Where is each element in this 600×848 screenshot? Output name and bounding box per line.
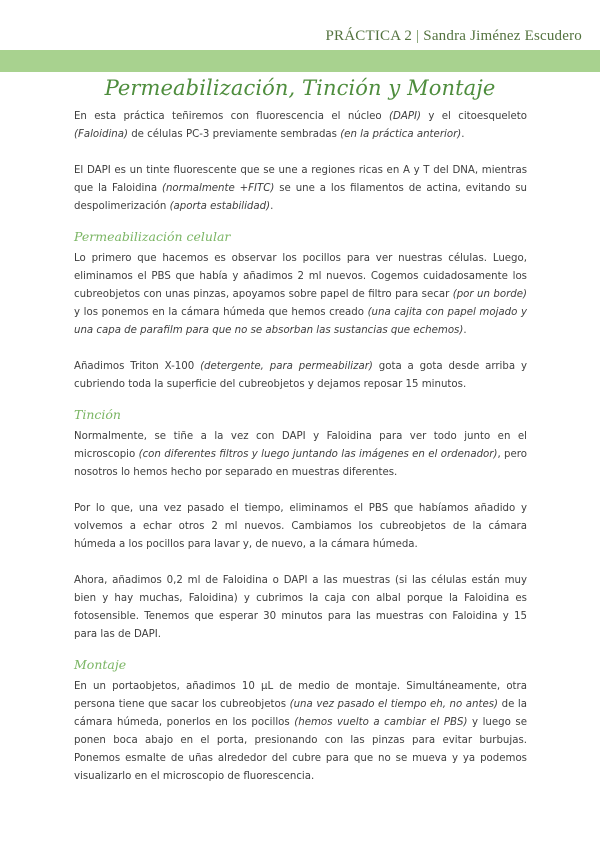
header-separator: | (416, 28, 420, 44)
document-body (74, 108, 527, 786)
tincion-paragraph-2: Por lo que, una vez pasado el tiempo, eliminamos el PBS que habíamos añadido y volvemos a echar otros 2 ml nuevos. Cambiamos los cubreobjetos de la cámara húmeda a los pocillos para lavar y, de nuevo, a la cámara húmeda. (74, 503, 527, 550)
header-band (0, 50, 600, 72)
section-heading-tincion: Tinción (74, 407, 121, 422)
page-header (0, 28, 600, 72)
intro-paragraph-2: El DAPI es un tinte fluorescente que se une a regiones ricas en A y T del DNA, mientras que la Faloidina (normalmente +FITC) se une a los filamentos de actina, evitando su despolimerización (aporta estabilidad). (74, 165, 527, 212)
intro-paragraph-1: En esta práctica teñiremos con fluorescencia el núcleo (DAPI) y el citoesqueleto (Faloidina) de células PC-3 previamente sembradas (en la práctica anterior). (74, 111, 527, 140)
section-heading-permeabilizacion: Permeabilización celular (74, 229, 231, 244)
montaje-paragraph-1: En un portaobjetos, añadimos 10 μL de medio de montaje. Simultáneamente, otra persona tiene que sacar los cubreobjetos (una vez pasado el tiempo eh, no antes) de la cámara húmeda, ponerlos en los pocillos (hemos vuelto a cambiar el PBS) y luego se ponen boca abajo en el porta, presionando con las pinzas para evitar burbujas. Ponemos esmalte de uñas alrededor del cubre para que no se mueva y ya podemos visualizarlo en el microscopio de fluorescencia. (74, 681, 527, 782)
permeabilizacion-paragraph-1: Lo primero que hacemos es observar los pocillos para ver nuestras células. Luego, eliminamos el PBS que había y añadimos 2 ml nuevos. Cogemos cuidadosamente los cubreobjetos con unas pinzas, apoyamos sobre papel de filtro para secar (por un borde) y los ponemos en la cámara húmeda que hemos creado (una cajita con papel mojado y una capa de parafilm para que no se absorban las sustancias que echemos). (74, 253, 527, 336)
header-text (325, 28, 582, 45)
page-title: Permeabilización, Tinción y Montaje (104, 76, 496, 100)
header-author: Sandra Jiménez Escudero (423, 28, 582, 44)
header-practice: PRÁCTICA 2 (325, 28, 413, 44)
section-heading-montaje: Montaje (74, 657, 127, 672)
tincion-paragraph-1: Normalmente, se tiñe a la vez con DAPI y Faloidina para ver todo junto en el microscopio (con diferentes filtros y luego juntando las imágenes en el ordenador), pero nosotros lo hemos hecho por separado en muestras diferentes. (74, 431, 527, 478)
permeabilizacion-paragraph-2: Añadimos Triton X-100 (detergente, para permeabilizar) gota a gota desde arriba y cubriendo toda la superficie del cubreobjetos y dejamos reposar 15 minutos. (74, 361, 527, 390)
tincion-paragraph-3: Ahora, añadimos 0,2 ml de Faloidina o DAPI a las muestras (si las células están muy bien y hay muchas, Faloidina) y cubrimos la caja con albal porque la Faloidina es fotosensible. Tenemos que esperar 30 minutos para las muestras con Faloidina y 15 para las de DAPI. (74, 575, 527, 640)
